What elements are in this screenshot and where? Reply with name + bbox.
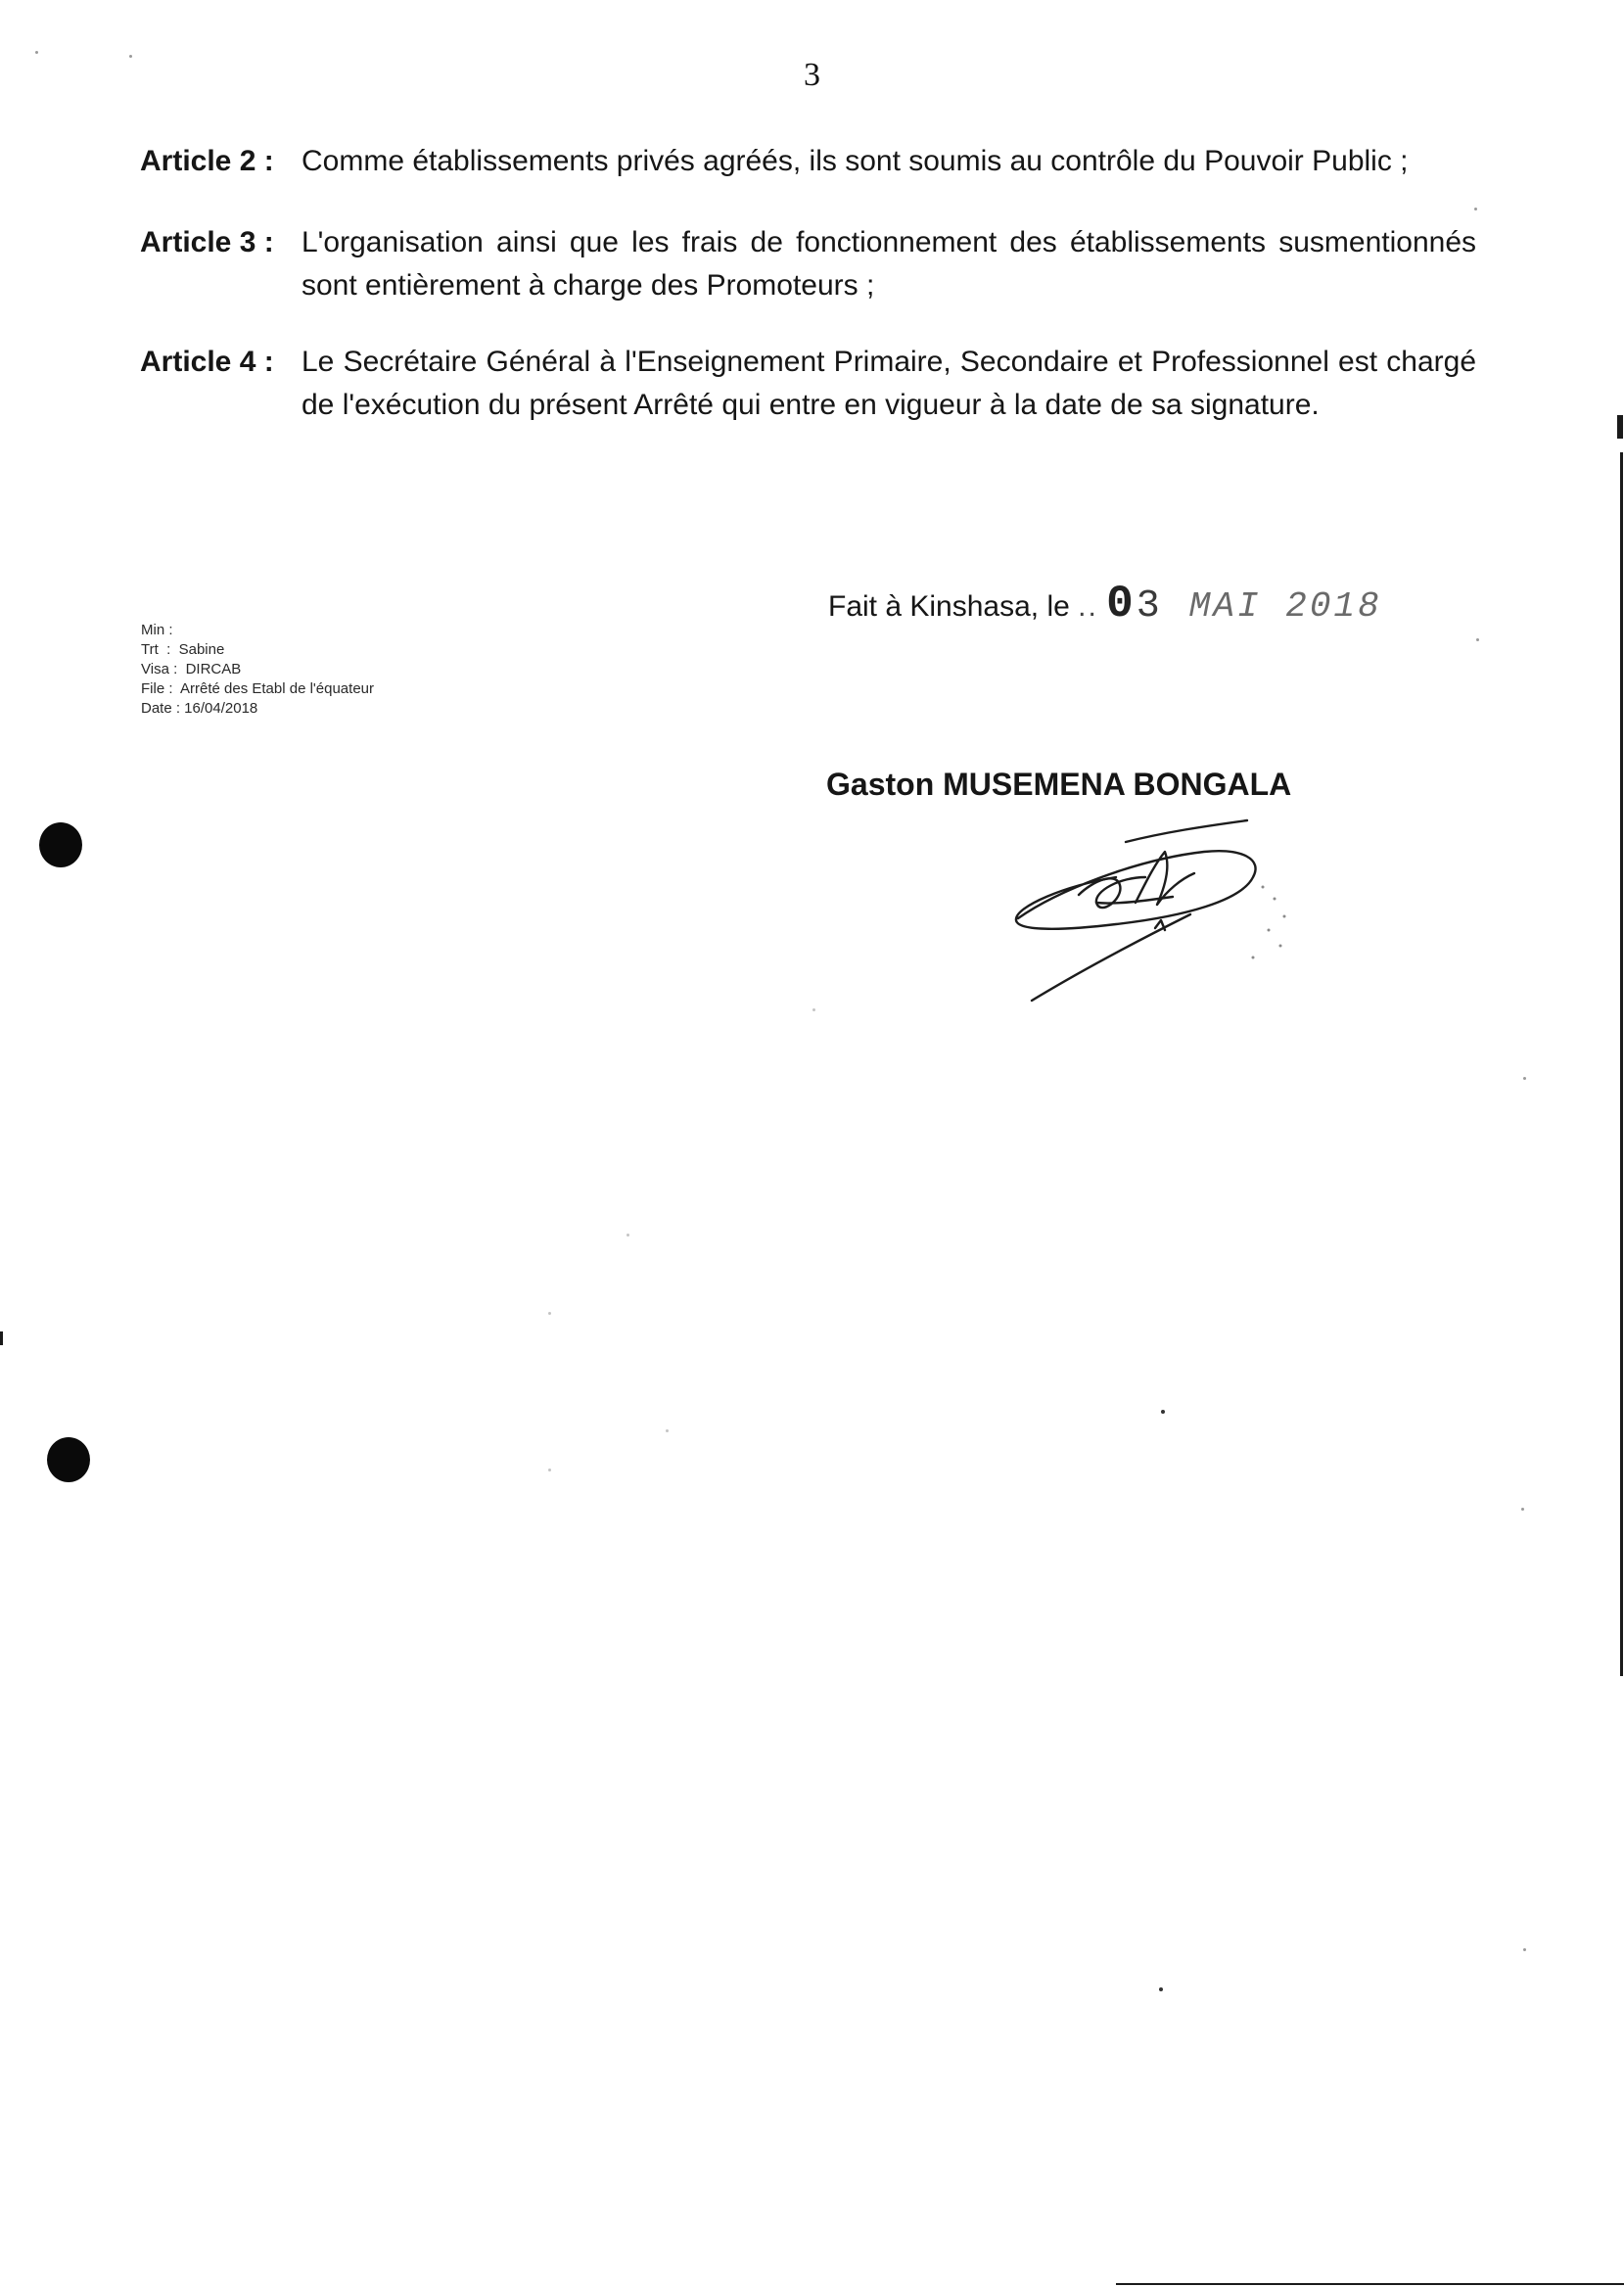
date-stamp: [1106, 579, 1382, 630]
scan-edge-left-tick: [0, 1331, 3, 1345]
file-info-min: Min :: [141, 622, 173, 638]
scan-speck: [548, 1312, 551, 1315]
scan-edge-right-line: [1620, 452, 1623, 1676]
scan-speck: [1523, 1948, 1526, 1951]
place-and-date: [828, 579, 1382, 630]
scan-speck: [1523, 1077, 1526, 1080]
scan-speck: [812, 1008, 815, 1011]
article-3-label: Article 3 :: [140, 226, 274, 258]
page-number: 3: [804, 57, 820, 93]
date-dots: ..: [1078, 590, 1098, 623]
scan-speck: [1161, 1410, 1165, 1414]
scan-speck: [666, 1429, 669, 1432]
scan-speck: [1159, 1987, 1163, 1991]
file-info-file: File : Arrêté des Etabl de l'équateur: [141, 680, 375, 697]
article-3: [140, 221, 1491, 307]
date-stamp-day-first: 0: [1106, 579, 1137, 630]
punch-hole-top: [39, 822, 82, 867]
scan-speck: [548, 1469, 551, 1471]
signatory-name: [826, 767, 1291, 803]
scan-edge-bottom-line: [1116, 2283, 1624, 2285]
article-4-label: Article 4 :: [140, 346, 274, 378]
signatory-last-name: MUSEMENA BONGALA: [943, 767, 1292, 802]
scan-speck: [1521, 1508, 1524, 1511]
scan-speck: [1476, 638, 1479, 641]
file-info-date: Date : 16/04/2018: [141, 700, 258, 717]
scan-speck: [35, 51, 38, 54]
file-info-visa: Visa : DIRCAB: [141, 661, 242, 677]
article-2-text: Comme établissements privés agréés, ils sont soumis au contrôle du Pouvoir Public ;: [302, 145, 1409, 177]
file-reference-block: [141, 621, 374, 719]
scan-speck: [1474, 208, 1477, 210]
scan-edge-right-tick: [1617, 415, 1623, 439]
scan-speck: [626, 1234, 629, 1237]
date-stamp-day-second: 3: [1136, 584, 1163, 629]
date-stamp-month-year: MAI 2018: [1188, 586, 1382, 627]
article-4-text: Le Secrétaire Général à l'Enseignement Primaire, Secondaire et Professionnel est chargé de l'exécution du présent Arrêté qui entre en vigueur à la date de sa signature.: [302, 346, 1476, 421]
file-info-trt: Trt : Sabine: [141, 641, 225, 658]
punch-hole-bottom: [47, 1437, 90, 1482]
article-2-label: Article 2 :: [140, 145, 274, 177]
signatory-first-name: Gaston: [826, 767, 935, 802]
place-prefix: Fait à Kinshasa, le: [828, 590, 1070, 623]
scan-speck: [129, 55, 132, 58]
handwritten-signature: [998, 809, 1292, 1014]
article-2: [140, 140, 1491, 183]
article-4: [140, 341, 1491, 427]
article-3-text: L'organisation ainsi que les frais de fonctionnement des établissements susmentionnés sont entièrement à charge des Promoteurs ;: [302, 226, 1476, 302]
